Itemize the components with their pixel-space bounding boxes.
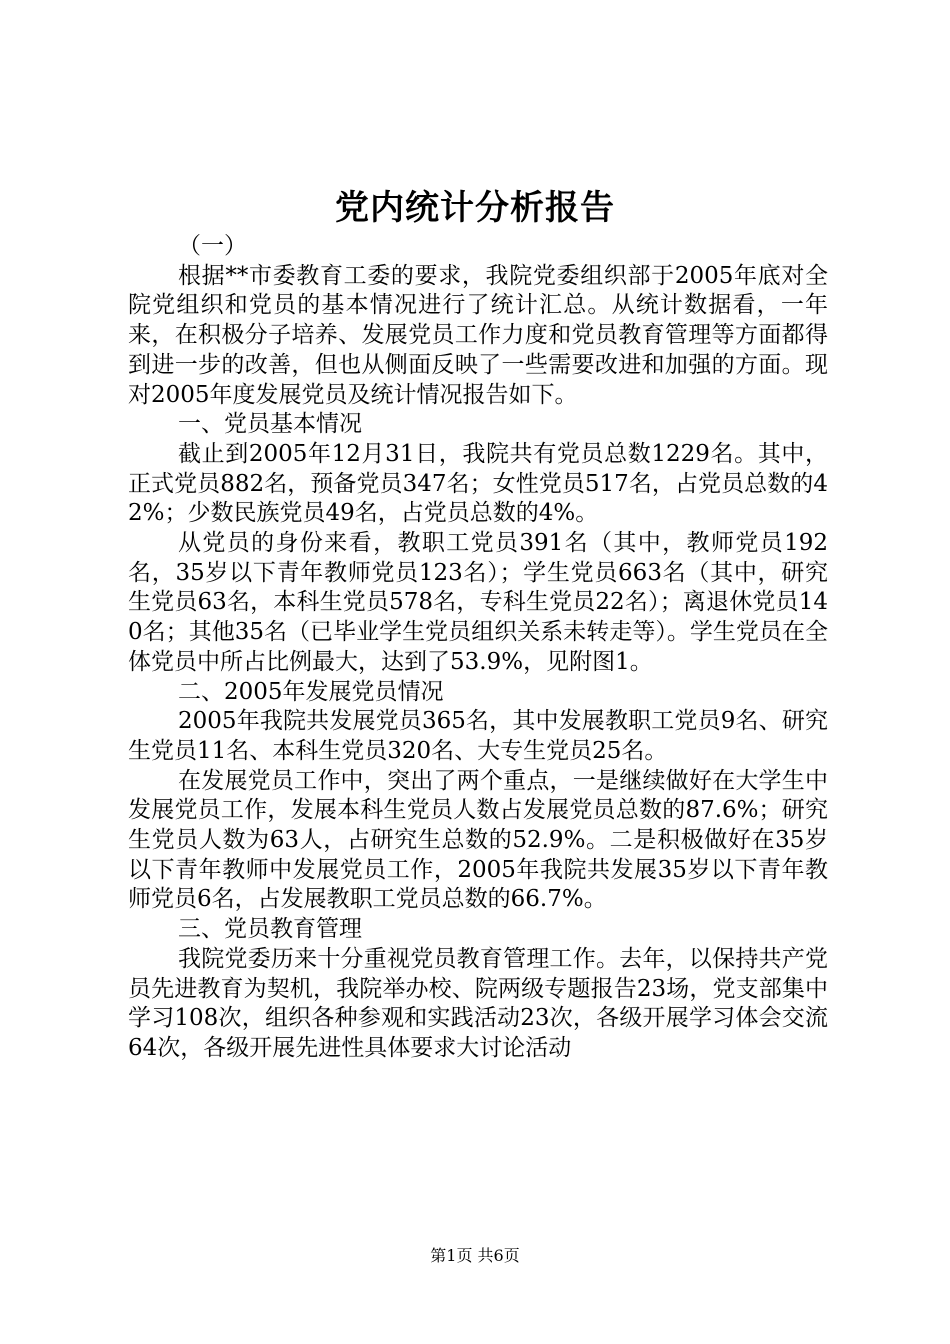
document-title: 党内统计分析报告 <box>335 188 615 228</box>
document-body <box>128 232 828 1064</box>
body-paragraph: 在发展党员工作中，突出了两个重点，一是继续做好在大学生中发展党员工作，发展本科生党员人数占发展党员总数的87.6%；研究生党员人数为63人，占研究生总数的52.9%。二是积极做好在35岁以下青年教师中发展党员工作，2005年我院共发展35岁以下青年教师党员6名，占发展教职工党员总数的66.7%。 <box>128 767 828 913</box>
intro-paragraph: 根据**市委教育工委的要求，我院党委组织部于2005年底对全院党组织和党员的基本情况进行了统计汇总。从统计数据看，一年来，在积极分子培养、发展党员工作力度和党员教育管理等方面都得到进一步的改善，但也从侧面反映了一些需要改进和加强的方面。现对2005年度发展党员及统计情况报告如下。 <box>128 262 828 408</box>
section-heading-2: 二、2005年发展党员情况 <box>178 678 444 705</box>
body-paragraph: 截止到2005年12月31日，我院共有党员总数1229名。其中，正式党员882名，预备党员347名；女性党员517名，占党员总数的42%；少数民族党员49名，占党员总数的4%。 <box>128 440 828 527</box>
section-marker: （一） <box>178 233 247 259</box>
page-footer: 第1页 共6页 <box>430 1246 520 1265</box>
body-paragraph: 从党员的身份来看，教职工党员391名（其中，教师党员192名，35岁以下青年教师党员123名）；学生党员663名（其中，研究生党员63名，本科生党员578名，专科生党员22名）；离退休党员140名；其他35名（已毕业学生党员组织关系未转走等）。学生党员在全体党员中所占比例最大，达到了53.9%，见附图1。 <box>128 530 828 675</box>
section-heading-1: 一、党员基本情况 <box>178 411 362 438</box>
body-paragraph: 2005年我院共发展党员365名，其中发展教职工党员9名、研究生党员11名、本科生党员320名、大专生党员25名。 <box>128 708 828 764</box>
section-heading-3: 三、党员教育管理 <box>178 916 362 943</box>
body-paragraph: 我院党委历来十分重视党员教育管理工作。去年，以保持共产党员先进教育为契机，我院举办校、院两级专题报告23场，党支部集中学习108次，组织各种参观和实践活动23次，各级开展学习体会交流64次，各级开展先进性具体要求大讨论活动 <box>128 945 828 1061</box>
